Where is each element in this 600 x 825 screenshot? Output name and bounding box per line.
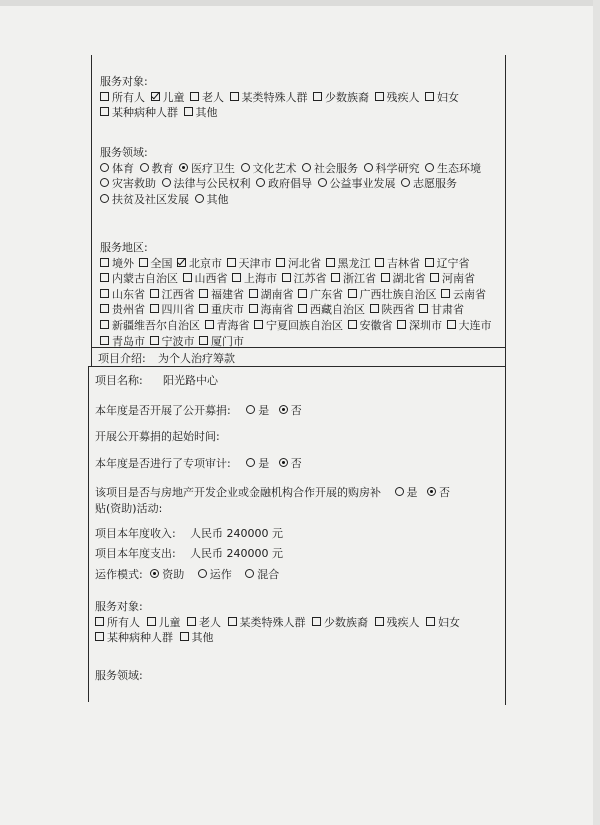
service-region-option-label: 河南省 — [442, 272, 475, 286]
checkbox-icon[interactable] — [100, 273, 109, 282]
radio-icon[interactable] — [246, 458, 255, 467]
checkbox-icon[interactable] — [150, 289, 159, 298]
checkbox-icon[interactable] — [375, 617, 384, 626]
checkbox-icon[interactable] — [190, 92, 199, 101]
operation-mode-option-label: 运作 — [209, 568, 232, 581]
service-field-option-label: 扶贫及社区发展 — [112, 192, 189, 206]
checkbox-icon[interactable] — [187, 617, 196, 626]
lower-service-target-option[interactable] — [228, 616, 306, 629]
service-region-option-label: 安徽省 — [359, 318, 393, 332]
service-region-option-label: 云南省 — [453, 287, 486, 301]
service-field-option-label: 医疗卫生 — [191, 161, 235, 175]
scan-edge-top — [0, 0, 600, 6]
service-region-option[interactable] — [183, 272, 228, 285]
table-border-left-upper — [91, 55, 92, 367]
service-region-option[interactable] — [199, 335, 244, 348]
checkbox-icon[interactable] — [430, 273, 439, 282]
service-field-option-label: 灾害救助 — [112, 177, 156, 191]
checkbox-icon[interactable] — [312, 617, 321, 626]
checkbox-icon[interactable] — [282, 273, 291, 282]
radio-icon[interactable] — [241, 163, 250, 172]
lower-service-target-option[interactable] — [312, 616, 368, 629]
service-target-option-label: 某种病种人群 — [112, 106, 178, 120]
housing-subsidy-options — [395, 486, 457, 499]
housing-subsidy-option-label: 是 — [406, 486, 418, 499]
service-region-option[interactable] — [348, 319, 393, 332]
service-region-option-label: 宁夏回族自治区 — [266, 318, 343, 332]
checkbox-icon[interactable] — [426, 617, 435, 626]
checkbox-icon[interactable] — [100, 107, 109, 116]
lower-service-target-option-label: 老人 — [199, 615, 221, 629]
checked-box-icon[interactable] — [177, 258, 186, 267]
special-audit-label: 本年度是否进行了专项审计: — [95, 457, 231, 470]
public-fundraising-option[interactable] — [279, 404, 302, 417]
service-target-option[interactable] — [100, 91, 145, 104]
checkbox-icon[interactable] — [370, 304, 379, 313]
checkbox-icon[interactable] — [100, 336, 109, 345]
service-targets-label: 服务对象: — [100, 75, 148, 88]
checkbox-icon[interactable] — [447, 320, 456, 329]
checkbox-icon[interactable] — [425, 258, 434, 267]
public-fundraising-label: 本年度是否开展了公开募捐: — [95, 404, 231, 417]
checkbox-icon[interactable] — [348, 320, 357, 329]
service-region-option-label: 全国 — [150, 256, 173, 270]
public-fundraising-row — [95, 402, 308, 418]
radio-icon[interactable] — [364, 163, 373, 172]
radio-icon[interactable] — [246, 405, 255, 414]
housing-subsidy-option-label: 否 — [439, 486, 450, 499]
checkbox-icon[interactable] — [100, 304, 109, 313]
service-region-option[interactable] — [381, 272, 426, 285]
service-field-option[interactable] — [195, 193, 229, 206]
lower-service-fields-label: 服务领域: — [95, 669, 143, 682]
lower-service-target-option-label: 少数族裔 — [324, 615, 368, 629]
housing-subsidy-label-line1: 该项目是否与房地产开发企业或金融机构合作开展的购房补 — [95, 486, 381, 499]
housing-subsidy-label-line2: 贴(资助)活动: — [95, 502, 163, 515]
lower-service-targets-options — [95, 615, 503, 646]
checkbox-icon[interactable] — [375, 92, 384, 101]
service-region-option[interactable] — [205, 319, 250, 332]
lower-service-target-option-label: 所有人 — [107, 615, 140, 629]
service-target-option-label: 所有人 — [112, 90, 145, 104]
radio-selected-icon[interactable] — [150, 569, 159, 578]
service-region-option-label: 北京市 — [189, 256, 222, 270]
service-regions-section — [100, 240, 500, 349]
service-field-option[interactable] — [318, 177, 396, 190]
checkbox-icon[interactable] — [150, 304, 159, 313]
service-region-option[interactable] — [425, 257, 470, 270]
checkbox-icon[interactable] — [232, 273, 241, 282]
service-target-option[interactable] — [190, 91, 224, 104]
service-field-option-label: 体育 — [112, 161, 134, 175]
service-region-option[interactable] — [100, 319, 200, 332]
service-region-option[interactable] — [150, 303, 195, 316]
service-field-option[interactable] — [364, 162, 420, 175]
service-field-option-label: 政府倡导 — [268, 177, 312, 191]
service-fields-label: 服务领域: — [100, 146, 148, 159]
service-region-option[interactable] — [298, 288, 343, 301]
checkbox-icon[interactable] — [183, 273, 192, 282]
service-region-option-label: 江苏省 — [293, 272, 327, 286]
lower-service-target-option[interactable] — [95, 616, 140, 629]
annual-income-value: 人民币 240000 元 — [190, 527, 283, 540]
service-region-option[interactable] — [397, 319, 442, 332]
special-audit-options — [246, 457, 308, 470]
service-region-option[interactable] — [298, 303, 365, 316]
service-region-option[interactable] — [375, 257, 420, 270]
checkbox-icon[interactable] — [100, 289, 109, 298]
service-region-option[interactable] — [150, 288, 195, 301]
service-region-option[interactable] — [276, 257, 321, 270]
service-field-option[interactable] — [140, 162, 174, 175]
housing-subsidy-option[interactable] — [395, 486, 418, 499]
service-fields-section — [100, 145, 500, 207]
lower-service-targets-label: 服务对象: — [95, 600, 143, 613]
checked-box-icon[interactable] — [151, 92, 160, 101]
lower-service-target-option[interactable] — [180, 631, 214, 644]
checkbox-icon[interactable] — [397, 320, 406, 329]
project-name-value: 阳光路中心 — [163, 374, 218, 387]
service-region-option-label: 境外 — [112, 256, 134, 270]
checkbox-icon[interactable] — [375, 258, 384, 267]
radio-selected-icon[interactable] — [279, 405, 288, 414]
service-target-option[interactable] — [425, 91, 459, 104]
public-fundraising-option-label: 是 — [258, 404, 270, 417]
radio-icon[interactable] — [425, 163, 434, 172]
operation-mode-option[interactable] — [198, 568, 232, 581]
checkbox-icon[interactable] — [254, 320, 263, 329]
radio-icon[interactable] — [302, 163, 311, 172]
service-targets-options — [100, 90, 500, 121]
operation-mode-option-label: 资助 — [162, 568, 185, 581]
service-regions-label: 服务地区: — [100, 241, 148, 254]
service-field-option[interactable] — [302, 162, 358, 175]
annual-income-label: 项目本年度收入: — [95, 527, 176, 540]
service-region-option[interactable] — [282, 272, 327, 285]
service-region-option-label: 福建省 — [211, 287, 244, 301]
service-field-option[interactable] — [241, 162, 297, 175]
service-region-option-label: 浙江省 — [343, 272, 376, 286]
service-region-option[interactable] — [199, 288, 244, 301]
service-region-option-label: 海南省 — [260, 303, 294, 317]
special-audit-option[interactable] — [279, 457, 302, 470]
checkbox-icon[interactable] — [199, 336, 208, 345]
service-field-option-label: 公益事业发展 — [329, 177, 396, 191]
operation-mode-option[interactable] — [150, 568, 184, 581]
service-region-option[interactable] — [348, 288, 437, 301]
service-region-option[interactable] — [430, 272, 475, 285]
service-region-option-label: 贵州省 — [112, 303, 145, 317]
public-fundraising-option[interactable] — [246, 404, 269, 417]
lower-service-target-option-label: 某类特殊人群 — [239, 615, 306, 629]
service-region-option[interactable] — [331, 272, 376, 285]
service-region-option-label: 辽宁省 — [436, 256, 470, 270]
service-region-option-label: 新疆维吾尔自治区 — [112, 318, 200, 332]
radio-selected-icon[interactable] — [279, 458, 288, 467]
service-region-option[interactable] — [441, 288, 486, 301]
service-field-option-label: 教育 — [151, 161, 174, 175]
service-field-option-label: 法律与公民权利 — [173, 177, 251, 191]
service-target-option-label: 残疾人 — [386, 90, 420, 104]
service-target-option[interactable] — [375, 91, 420, 104]
fundraising-start-label: 开展公开募捐的起始时间: — [95, 430, 220, 443]
service-region-option[interactable] — [249, 303, 294, 316]
radio-icon[interactable] — [100, 194, 109, 203]
operation-mode-row — [95, 566, 289, 582]
service-region-option-label: 西藏自治区 — [310, 303, 365, 317]
service-region-option-label: 陕西省 — [381, 303, 415, 317]
lower-service-target-option[interactable] — [95, 631, 173, 644]
checkbox-icon[interactable] — [331, 273, 340, 282]
service-field-option[interactable] — [425, 162, 481, 175]
lower-service-target-option-label: 妇女 — [438, 615, 460, 629]
project-intro-value: 为个人治疗筹款 — [158, 352, 235, 365]
checkbox-icon[interactable] — [313, 92, 322, 101]
service-region-option-label: 深圳市 — [409, 318, 442, 332]
checkbox-icon[interactable] — [419, 304, 428, 313]
checkbox-icon[interactable] — [100, 258, 109, 267]
service-region-option[interactable] — [227, 257, 272, 270]
checkbox-icon[interactable] — [100, 320, 109, 329]
service-target-option[interactable] — [184, 106, 218, 119]
lower-service-target-option[interactable] — [426, 616, 460, 629]
service-targets-section — [100, 74, 500, 121]
radio-selected-icon[interactable] — [427, 487, 436, 496]
lower-service-targets-section — [95, 599, 503, 646]
annual-expense-label: 项目本年度支出: — [95, 547, 176, 560]
housing-subsidy-option[interactable] — [427, 486, 450, 499]
service-region-option-label: 大连市 — [458, 318, 492, 332]
checkbox-icon[interactable] — [298, 304, 307, 313]
special-audit-row — [95, 455, 308, 471]
service-field-option-label: 文化艺术 — [252, 161, 297, 175]
service-field-option-label: 生态环境 — [437, 161, 481, 175]
service-region-option-label: 江西省 — [161, 287, 195, 301]
service-region-option-label: 吉林省 — [387, 256, 420, 270]
checkbox-icon[interactable] — [95, 632, 104, 641]
service-region-option[interactable] — [232, 272, 277, 285]
service-region-option[interactable] — [100, 303, 145, 316]
service-target-option-label: 儿童 — [162, 90, 185, 104]
service-target-option-label: 老人 — [202, 90, 224, 104]
service-region-option-label: 黑龙江 — [337, 256, 371, 270]
service-target-option[interactable] — [313, 91, 369, 104]
lower-service-target-option-label: 儿童 — [158, 615, 181, 629]
service-region-option[interactable] — [100, 257, 134, 270]
service-region-option-label: 湖北省 — [392, 272, 426, 286]
checkbox-icon[interactable] — [227, 258, 236, 267]
checkbox-icon[interactable] — [230, 92, 239, 101]
special-audit-option-label: 否 — [290, 457, 302, 470]
service-region-option-label: 厦门市 — [211, 334, 244, 348]
service-region-option[interactable] — [447, 319, 492, 332]
service-region-option-label: 内蒙古自治区 — [112, 272, 178, 286]
service-field-option-label: 社会服务 — [314, 161, 358, 175]
service-region-option-label: 湖南省 — [260, 287, 294, 301]
service-target-option-label: 妇女 — [437, 90, 459, 104]
service-region-option-label: 甘肃省 — [431, 303, 464, 317]
row-divider-intro-bottom — [88, 366, 505, 367]
service-region-option[interactable] — [139, 257, 173, 270]
project-intro-label: 项目介绍: — [98, 352, 146, 365]
checkbox-icon[interactable] — [139, 258, 148, 267]
lower-service-target-option[interactable] — [187, 616, 221, 629]
checkbox-icon[interactable] — [205, 320, 214, 329]
checkbox-icon[interactable] — [180, 632, 189, 641]
service-region-option-label: 宁波市 — [161, 334, 195, 348]
service-field-option[interactable] — [401, 177, 457, 190]
project-name-label: 项目名称: — [95, 374, 143, 387]
operation-mode-option-label: 混合 — [257, 568, 280, 581]
radio-icon[interactable] — [318, 178, 327, 187]
radio-icon[interactable] — [401, 178, 410, 187]
service-target-option[interactable] — [151, 91, 185, 104]
lower-service-target-option-label: 残疾人 — [386, 615, 420, 629]
special-audit-option-label: 是 — [258, 457, 270, 470]
service-field-option[interactable] — [179, 162, 235, 175]
checkbox-icon[interactable] — [147, 617, 156, 626]
service-region-option-label: 重庆市 — [211, 303, 244, 317]
checkbox-icon[interactable] — [95, 617, 104, 626]
service-region-option[interactable] — [199, 303, 244, 316]
service-region-option-label: 青岛市 — [112, 334, 145, 348]
service-region-option[interactable] — [100, 272, 178, 285]
service-region-option[interactable] — [177, 257, 222, 270]
service-field-option-label: 科学研究 — [375, 161, 420, 175]
lower-service-target-option-label: 某种病种人群 — [107, 631, 173, 645]
service-fields-options — [100, 161, 500, 208]
service-target-option[interactable] — [230, 91, 308, 104]
table-border-left-lower — [88, 367, 89, 702]
checkbox-icon[interactable] — [100, 92, 109, 101]
radio-icon[interactable] — [245, 569, 254, 578]
public-fundraising-option-label: 否 — [290, 404, 302, 417]
checkbox-icon[interactable] — [276, 258, 285, 267]
service-region-option-label: 青海省 — [216, 318, 250, 332]
radio-icon[interactable] — [256, 178, 265, 187]
service-field-option[interactable] — [256, 177, 312, 190]
service-region-option[interactable] — [100, 335, 145, 348]
service-field-option-label: 其他 — [206, 192, 229, 206]
service-region-option[interactable] — [150, 335, 195, 348]
checkbox-icon[interactable] — [150, 336, 159, 345]
radio-icon[interactable] — [195, 194, 204, 203]
checkbox-icon[interactable] — [441, 289, 450, 298]
radio-icon[interactable] — [100, 178, 109, 187]
service-region-option-label: 山东省 — [112, 287, 145, 301]
special-audit-option[interactable] — [246, 457, 269, 470]
radio-icon[interactable] — [100, 163, 109, 172]
checkbox-icon[interactable] — [326, 258, 335, 267]
service-region-option[interactable] — [370, 303, 415, 316]
service-target-option-label: 某类特殊人群 — [241, 90, 308, 104]
service-region-option[interactable] — [100, 288, 145, 301]
service-region-option-label: 上海市 — [244, 272, 277, 286]
checkbox-icon[interactable] — [249, 289, 258, 298]
checkbox-icon[interactable] — [298, 289, 307, 298]
service-region-option[interactable] — [249, 288, 294, 301]
service-field-option[interactable] — [100, 162, 134, 175]
checkbox-icon[interactable] — [228, 617, 237, 626]
annual-expense-value: 人民币 240000 元 — [190, 547, 283, 560]
service-region-option[interactable] — [419, 303, 464, 316]
service-field-option[interactable] — [100, 193, 189, 206]
radio-icon[interactable] — [140, 163, 149, 172]
lower-service-target-option[interactable] — [147, 616, 181, 629]
service-region-option-label: 山西省 — [194, 272, 228, 286]
public-fundraising-options — [246, 404, 308, 417]
service-target-option-label: 其他 — [195, 106, 218, 120]
checkbox-icon[interactable] — [199, 304, 208, 313]
checkbox-icon[interactable] — [184, 107, 193, 116]
checkbox-icon[interactable] — [348, 289, 357, 298]
service-target-option[interactable] — [100, 106, 178, 119]
radio-icon[interactable] — [395, 487, 404, 496]
checkbox-icon[interactable] — [199, 289, 208, 298]
scan-edge-right — [593, 0, 600, 825]
radio-icon[interactable] — [198, 569, 207, 578]
service-field-option[interactable] — [100, 177, 156, 190]
service-region-option-label: 广西壮族自治区 — [359, 287, 437, 301]
service-region-option-label: 广东省 — [310, 287, 343, 301]
operation-mode-option[interactable] — [245, 568, 279, 581]
housing-subsidy-row — [95, 484, 456, 500]
operation-mode-options — [150, 568, 289, 581]
service-field-option[interactable] — [162, 177, 251, 190]
service-regions-options — [100, 256, 500, 350]
lower-service-target-option-label: 其他 — [191, 631, 214, 645]
service-field-option-label: 志愿服务 — [413, 177, 457, 191]
service-region-option-label: 四川省 — [161, 303, 195, 317]
table-border-right — [505, 55, 506, 705]
operation-mode-label: 运作模式: — [95, 568, 143, 581]
lower-service-target-option[interactable] — [375, 616, 420, 629]
service-region-option-label: 天津市 — [238, 256, 272, 270]
radio-icon[interactable] — [162, 178, 171, 187]
checkbox-icon[interactable] — [381, 273, 390, 282]
checkbox-icon[interactable] — [249, 304, 258, 313]
service-region-option[interactable] — [254, 319, 343, 332]
checkbox-icon[interactable] — [425, 92, 434, 101]
radio-selected-icon[interactable] — [179, 163, 188, 172]
service-region-option[interactable] — [326, 257, 371, 270]
service-region-option-label: 河北省 — [288, 256, 321, 270]
service-target-option-label: 少数族裔 — [325, 90, 369, 104]
